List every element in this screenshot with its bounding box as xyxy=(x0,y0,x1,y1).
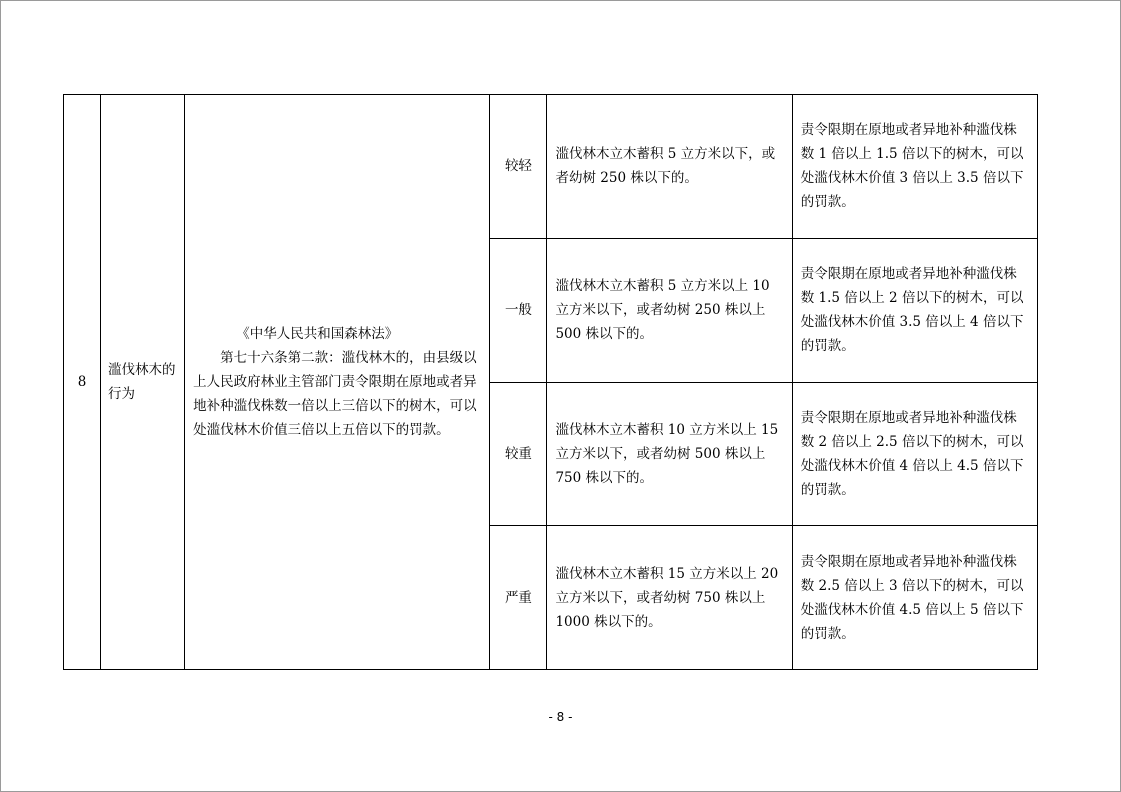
condition-cell: 滥伐林木立木蓄积 5 立方米以下，或者幼树 250 株以下的。 xyxy=(547,95,792,239)
condition-cell: 滥伐林木立木蓄积 5 立方米以上 10 立方米以下，或者幼树 250 株以上 500 株以下的。 xyxy=(547,238,792,382)
condition-cell: 滥伐林木立木蓄积 15 立方米以上 20 立方米以下，或者幼树 750 株以上 1000 株以下的。 xyxy=(547,526,792,670)
law-article: 第七十六条第二款：滥伐林木的，由县级以上人民政府林业主管部门责令限期在原地或者异地补种滥伐株数一倍以上三倍以下的树木，可以处滥伐林木价值三倍以上五倍以下的罚款。 xyxy=(193,350,477,438)
severity-level: 较轻 xyxy=(490,95,547,239)
penalty-cell: 责令限期在原地或者异地补种滥伐株数 2.5 倍以上 3 倍以下的树木，可以处滥伐林木价值 4.5 倍以上 5 倍以下的罚款。 xyxy=(792,526,1037,670)
law-title: 《中华人民共和国森林法》 xyxy=(236,326,399,342)
condition-cell: 滥伐林木立木蓄积 10 立方米以上 15 立方米以下，或者幼树 500 株以上 750 株以下的。 xyxy=(547,382,792,526)
penalty-table xyxy=(63,94,1038,670)
penalty-cell: 责令限期在原地或者异地补种滥伐株数 1 倍以上 1.5 倍以下的树木，可以处滥伐林木价值 3 倍以上 3.5 倍以下的罚款。 xyxy=(792,95,1037,239)
item-number-cell xyxy=(64,95,101,670)
table-row xyxy=(64,95,1038,239)
violation-act-cell xyxy=(101,95,185,670)
severity-level: 严重 xyxy=(490,526,547,670)
penalty-cell: 责令限期在原地或者异地补种滥伐株数 1.5 倍以上 2 倍以下的树木，可以处滥伐林木价值 3.5 倍以上 4 倍以下的罚款。 xyxy=(792,238,1037,382)
item-number: 8 xyxy=(77,374,87,390)
severity-level: 较重 xyxy=(490,382,547,526)
legal-basis-cell xyxy=(185,95,490,670)
page-number: - 8 - xyxy=(548,710,573,724)
severity-level: 一般 xyxy=(490,238,547,382)
penalty-cell: 责令限期在原地或者异地补种滥伐株数 2 倍以上 2.5 倍以下的树木，可以处滥伐林木价值 4 倍以上 4.5 倍以下的罚款。 xyxy=(792,382,1037,526)
violation-act: 滥伐林木的行为 xyxy=(108,362,176,402)
